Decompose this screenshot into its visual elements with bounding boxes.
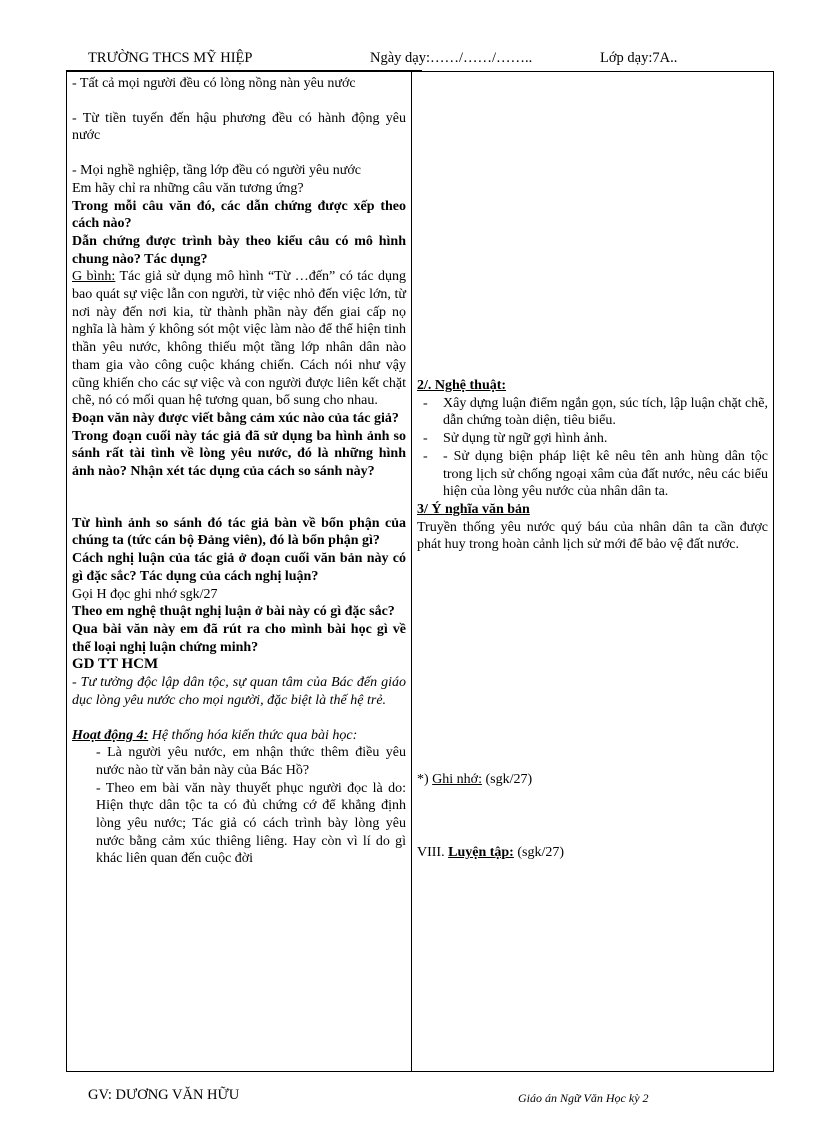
- commentary-text: Tác giả sử dụng mô hình “Từ …đến” có tác dụng bao quát sự việc lẫn con người, từ việc nhỏ đến việc lớn, từ nơi này đến nơi kia, từ thành phần này đến giai cấp nọ nghĩa là hàm ý không sót một việc làm nào để thể hiện tinh thần yêu nước, không thiếu một tầng lớp nhân dân nào tham gia vào công cuộc kháng chiến. Cách nói như vậy cũng khiến cho các sự việc và con người được liên kết chặt chẽ, nó có mối quan hệ tương quan, bổ sung cho nhau.: [72, 269, 406, 409]
- practice-label: Luyện tập:: [448, 844, 514, 860]
- left-line-3: - Mọi nghề nghiệp, tầng lớp đều có người yêu nước: [72, 163, 361, 179]
- question-6: Cách nghị luận của tác giả ở đoạn cuối văn bản này có gì đặc sắc? Tác dụng của cách nghị luận?: [72, 551, 406, 584]
- note-text: (sgk/27): [481, 772, 533, 788]
- meaning-text: Truyền thống yêu nước quý báu của nhân dân ta cần được phát huy trong hoàn cảnh lịch sử mới để bảo vệ đất nước.: [417, 519, 768, 553]
- left-column: [67, 72, 412, 1072]
- art-item-1: - Xây dựng luận điểm ngắn gọn, súc tích, lập luận chặt chẽ, dẫn chứng toàn diện, tiêu biểu.: [417, 395, 768, 430]
- note-prefix: *): [417, 772, 433, 788]
- question-5: Từ hình ảnh so sánh đó tác giả bàn về bổn phận của chúng ta (tức cán bộ Đảng viên), đó là bổn phận gì?: [72, 515, 406, 549]
- question-7: Theo em nghệ thuật nghị luận ở bài này có gì đặc sắc?: [72, 604, 395, 620]
- activity-4-item-1: - Là người yêu nước, em nhận thức thêm điều yêu nước nào từ văn bản này của Bác Hồ?: [96, 745, 406, 778]
- commentary-paragraph: [72, 268, 406, 410]
- left-line-4: Em hãy chỉ ra những câu văn tương ứng?: [72, 180, 304, 196]
- question-4: Trong đoạn cuối này tác giả đã sử dụng ba hình ảnh so sánh rất tài tình về lòng yêu nước, đó là những hình ảnh nào? Nhận xét tác dụng của cách so sánh này?: [72, 428, 406, 480]
- note-line: [417, 771, 768, 789]
- question-2: Dẫn chứng được trình bày theo kiểu câu có mô hình chung nào? Tác dụng?: [72, 233, 406, 267]
- left-line-5: Gọi H đọc ghi nhớ sgk/27: [72, 586, 218, 602]
- question-3: Đoạn văn này được viết bằng cảm xúc nào của tác giả?: [72, 410, 399, 426]
- right-column: [412, 72, 774, 1072]
- meaning-title-text: 3/ Ý nghĩa văn bản: [417, 501, 530, 517]
- header-school: TRƯỜNG THCS MỸ HIỆP: [88, 50, 253, 66]
- question-8: Qua bài văn này em đã rút ra cho mình bài học gì về thể loại nghị luận chứng minh?: [72, 621, 406, 655]
- art-item-3: - - Sử dụng biện pháp liệt kê nêu tên anh hùng dân tộc trong lịch sử chống ngoại xâm của đất nước, nêu các biểu hiện của lòng yêu nước của nhân dân ta.: [417, 448, 768, 501]
- header-date: Ngày dạy:……/……/……..: [370, 50, 533, 66]
- practice-prefix: VIII.: [417, 844, 449, 860]
- left-line-2: - Từ tiền tuyến đến hậu phương đều có hành động yêu nước: [72, 110, 406, 144]
- practice-text: (sgk/27): [513, 844, 565, 860]
- gd-heading: GD TT HCM: [72, 656, 159, 673]
- gd-text: - Tư tưởng độc lập dân tộc, sự quan tâm của Bác đến giáo dục lòng yêu nước cho mọi người, đặc biệt là thế hệ trẻ.: [72, 675, 406, 708]
- art-item-2: - Sử dụng từ ngữ gợi hình ảnh.: [417, 430, 768, 448]
- practice-line: [417, 844, 768, 862]
- commentary-label: G bình:: [72, 269, 116, 285]
- question-1: Trong mỗi câu văn đó, các dẫn chứng được xếp theo cách nào?: [72, 198, 406, 232]
- footer-subject: Giáo án Ngữ Văn Học kỳ 2: [518, 1091, 649, 1105]
- art-title-text: 2/. Nghệ thuật:: [417, 378, 507, 393]
- left-line-1: - Tất cả mọi người đều có lòng nồng nàn yêu nước: [72, 76, 356, 91]
- footer-teacher: GV: DƯƠNG VĂN HỮU: [88, 1087, 240, 1103]
- art-list: [417, 395, 768, 501]
- activity-4-label: Hoạt động 4:: [72, 727, 149, 743]
- meaning-title: [417, 501, 768, 519]
- header-class: Lớp dạy:7A..: [600, 50, 678, 66]
- activity-4-item-2: - Theo em bài văn này thuyết phục người đọc là do: Hiện thực dân tộc ta có đủ chứng cớ để khẳng định lòng yêu nước; Tác giả có cách trình bày lòng yêu nước bằng cảm xúc thiêng liêng. Hay còn vì lí do gì khác liên quan đến cuộc đời: [96, 780, 406, 867]
- activity-4-text: Hệ thống hóa kiến thức qua bài học:: [148, 727, 358, 743]
- activity-4-heading: [72, 727, 406, 745]
- note-label: Ghi nhớ:: [432, 772, 482, 788]
- lesson-table: [66, 71, 774, 1072]
- art-title: [417, 377, 768, 395]
